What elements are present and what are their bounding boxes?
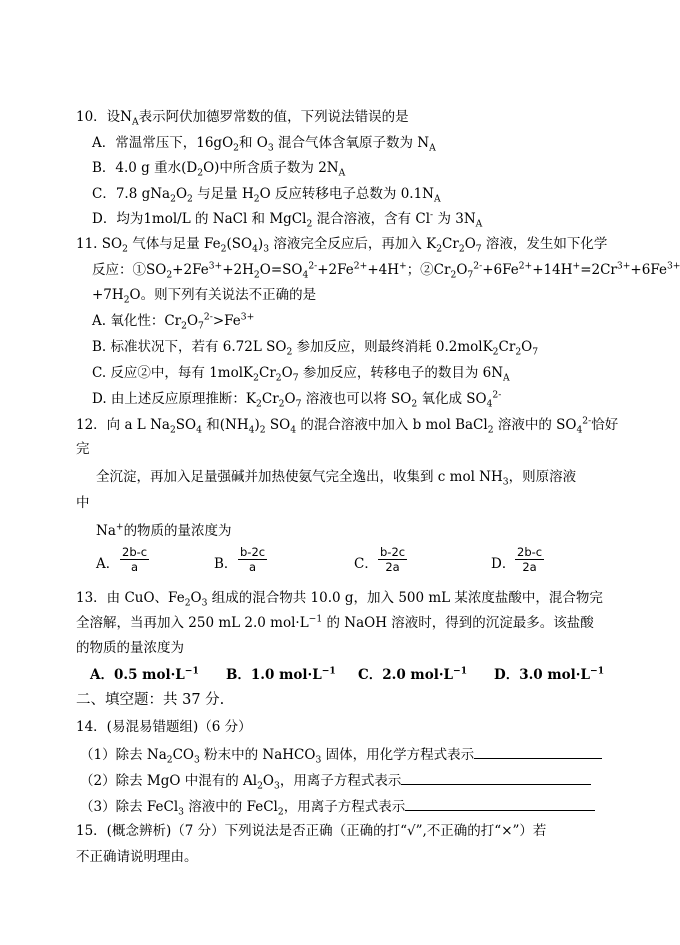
q13-stem-line1: 13．由 CuO、$Fe_2O_3$ 组成的混合物共 10.0 g，加入 500 mL 某浓度盐酸中，混合物完 bbox=[76, 590, 603, 609]
q12-stem-line1: 12．向 a L $Na_2SO_4$ 和$(NH_4)_2$ $SO_4$ 的混合溶液中加入 b mol BaCl$_2$ 溶液中的 $SO_4^{2-}$恰好 bbox=[76, 415, 619, 436]
q14-part3 bbox=[80, 796, 595, 816]
q15-stem-line1: 15．(概念辨析)（7 分）下列说法是否正确（正确的打“√”,不正确的打“×”）若 bbox=[76, 823, 547, 839]
q12-option-c-label: C． bbox=[354, 556, 378, 572]
q12-option-a-fraction bbox=[120, 545, 149, 574]
q14-part3-text: （3）除去 FeCl$_3$ 溶液中的 FeCl$_2$，用离子方程式表示 bbox=[80, 799, 406, 818]
q12-stem-line2-wrap: 中 bbox=[76, 495, 90, 511]
q10-option-c: C．7.8 $gNa_2O_2$ 与足量 $H_2O$ 反应转移电子总数为 $0.1N_A$ bbox=[92, 186, 441, 205]
q14-part1 bbox=[80, 744, 602, 764]
q13-option-d: D．3.0 $mol\cdot L^{-1}$ bbox=[494, 665, 605, 683]
q14-part2-answer-blank[interactable] bbox=[401, 770, 591, 785]
q11-option-d: D. 由上述反应原理推断：$K_2Cr_2O_7$ 溶液也可以将 $SO_2$ 氧化成 $SO_4^{2-}$ bbox=[92, 389, 502, 410]
q12-stem-line1-wrap: 完 bbox=[76, 441, 90, 457]
q12-stem-line3: Na+的物质的量浓度为 bbox=[96, 521, 232, 539]
q10-stem: 10．设$N_A$表示阿伏加德罗常数的值，下列说法错误的是 bbox=[76, 109, 409, 128]
q12-option-b-numerator: b-2c bbox=[240, 545, 266, 559]
q14-part1-text: （1）除去 $Na_2CO_3$ 粉末中的 NaHCO$_3$ 固体，用化学方程式表示 bbox=[80, 747, 475, 766]
q12-option-a-label: A． bbox=[96, 556, 120, 572]
q12-option-c-fraction bbox=[378, 545, 407, 574]
section-heading: 二、填空题：共 37 分. bbox=[76, 692, 225, 708]
q14-part2 bbox=[80, 770, 591, 790]
q12-option-a-numerator: 2b-c bbox=[122, 545, 148, 559]
q11-stem-line3: $+7H_2O$。则下列有关说法不正确的是 bbox=[92, 287, 317, 306]
q13-option-a: A．0.5 $mol\cdot L^{-1}$ bbox=[90, 665, 199, 683]
q13-stem-line3: 的物质的量浓度为 bbox=[76, 640, 184, 656]
q12-option-b-label: B． bbox=[214, 556, 238, 572]
q10-option-a: A．常温常压下，$16gO_2$和 $O_3$ 混合气体含氧原子数为 $N_A$ bbox=[92, 135, 436, 154]
q14-part3-answer-blank[interactable] bbox=[405, 796, 595, 811]
q14-stem: 14．(易混易错题组)（6 分） bbox=[76, 719, 252, 735]
q11-option-c: C. 反应②中，每有 $1molK_2Cr_2O_7$ 参加反应，转移电子的数目为 $6N_A$ bbox=[92, 365, 510, 384]
q12-option-c-numerator: b-2c bbox=[380, 545, 406, 559]
q12-stem-line2: 全沉淀，再加入足量强碱并加热使氨气完全逸出，收集到 c mol $NH_3$，则原溶液 bbox=[96, 469, 577, 488]
q12-option-a-denominator: a bbox=[131, 560, 139, 574]
q12-option-b-fraction bbox=[238, 545, 267, 574]
q14-part2-text: （2）除去 MgO 中混有的 $Al_2O_3$，用离子方程式表示 bbox=[80, 773, 402, 792]
q10-option-d: D．均为1mol/L 的 NaCl 和 MgCl$_2$ 混合溶液，含有 Cl- 为 $3N_A$ bbox=[92, 209, 483, 230]
q10-option-b: B．4.0 g 重水$(D_2O)$中所含质子数为 $2N_A$ bbox=[92, 160, 346, 179]
q13-option-c: C．2.0 $mol\cdot L^{-1}$ bbox=[358, 665, 468, 683]
q11-option-a: A. 氧化性：$Cr_2O_7^{2-}>Fe^{3+}$ bbox=[92, 311, 255, 332]
q14-part1-answer-blank[interactable] bbox=[474, 744, 602, 759]
q12-option-d-denominator: 2a bbox=[522, 560, 537, 574]
q11-option-b: B. 标准状况下，若有 6.72L $SO_2$ 参加反应，则最终消耗 $0.2molK_2Cr_2O_7$ bbox=[92, 339, 539, 358]
q11-stem-line2: 反应：$①SO_2+2Fe^{3+}+2H_2O=SO_4^{2-}+2Fe^{2+}+4H^+$；$②Cr_2O_7^{2-}+6Fe^{2+}+14H^+=2Cr^{3+}+6Fe^{3+}$ bbox=[92, 260, 680, 281]
q11-stem-line1: 11. $SO_2$ 气体与足量 $Fe_2(SO_4)_3$ 溶液完全反应后，再加入 $K_2Cr_2O_7$ 溶液，发生如下化学 bbox=[76, 236, 608, 255]
q12-option-b-denominator: a bbox=[249, 560, 257, 574]
q15-stem-line2: 不正确请说明理由。 bbox=[76, 849, 198, 865]
q12-option-d-fraction bbox=[515, 545, 544, 574]
q13-option-b: B．1.0 $mol\cdot L^{-1}$ bbox=[226, 665, 336, 683]
q12-option-c-denominator: 2a bbox=[385, 560, 400, 574]
q13-stem-line2: 全溶解，当再加入 250 mL 2.0 $mol\cdot L^{-1}$ 的 NaOH 溶液时，得到的沉淀最多。该盐酸 bbox=[76, 613, 594, 631]
q12-option-d-numerator: 2b-c bbox=[517, 545, 543, 559]
q12-option-d-label: D． bbox=[491, 556, 516, 572]
